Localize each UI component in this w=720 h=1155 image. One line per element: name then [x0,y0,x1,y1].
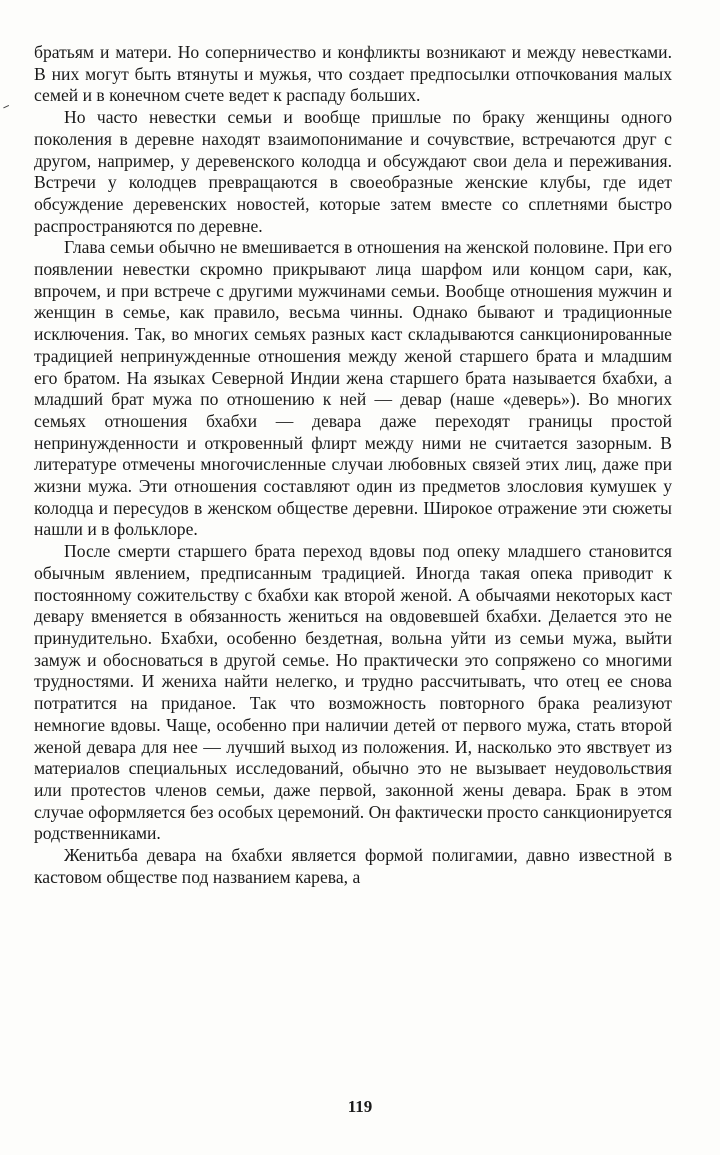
paragraph-village-wells: Но часто невестки семьи и вообще пришлые по браку женщины одного поколения в деревне находят взаимопонимание и сочувствие, встречаются друг с другом, например, у деревенского колодца и обсуждают свои дела и переживания. Встречи у колодцев превращаются в своеобразные женские клубы, где идет обсуждение деревенских новостей, которые затем вместе со сплетнями быстро распространяются по деревне. [34,107,672,236]
paragraph-polygamy: Женитьба девара на бхабхи является формой полигамии, давно известной в кастовом обществе под названием карева, а [34,845,672,887]
paragraph-head-of-family: Глава семьи обычно не вмешивается в отношения на женской половине. При его появлении невестки скромно прикрывают лица шарфом или концом сари, как, впрочем, и при встрече с другими мужчинами семьи. Вообще отношения мужчин и женщин в семье, как правило, весьма чинны. Однако бывают и традиционные исключения. Так, во многих семьях разных каст складываются санкционированные традицией непринужденные отношения между женой старшего брата и младшим его братом. На языках Северной Индии жена старшего брата называется бхабхи, а младший брат мужа по отношению к ней — девар (наше «деверь»). Во многих семьях отношения бхабхи — девара даже переходят границы простой непринужденности и откровенный флирт между ними не считается зазорным. В литературе отмечены многочисленные случаи любовных связей этих лиц, даже при жизни мужа. Эти отношения составляют один из предметов злословия кумушек у колодца и пересудов в женском обществе деревни. Широкое отражение эти сюжеты нашли и в фольклоре. [34,237,672,540]
margin-mark [3,105,11,112]
page-number: 119 [347,1097,373,1116]
page-text [34,42,672,888]
paragraph-continuation: братьям и матери. Но соперничество и конфликты возникают и между невестками. В них могут быть втянуты и мужья, что создает предпосылки отпочкования малых семей и в конечном счете ведет к распаду больших. [34,42,672,106]
paragraph-widow-custody: После смерти старшего брата переход вдовы под опеку младшего становится обычным явлением, предписанным традицией. Иногда такая опека приводит к постоянному сожительству с бхабхи как второй женой. А обычаями некоторых каст девару вменяется в обязанность жениться на овдовевшей бхабхи. Делается это не принудительно. Бхабхи, особенно бездетная, вольна уйти из семьи мужа, выйти замуж и обосноваться в другой семье. Но практически это сопряжено со многими трудностями. И жениха найти нелегко, и трудно рассчитывать, что отец ее снова потратится на приданое. Так что возможность повторного брака реализуют немногие вдовы. Чаще, особенно при наличии детей от первого мужа, стать второй женой девара для нее — лучший выход из положения. И, насколько это явствует из материалов специальных исследований, обычно это не вызывает неудовольствия или протестов членов семьи, даже первой, законной жены девара. Брак в этом случае оформляется без особых церемоний. Он фактически просто санкционируется родственниками. [34,541,672,844]
